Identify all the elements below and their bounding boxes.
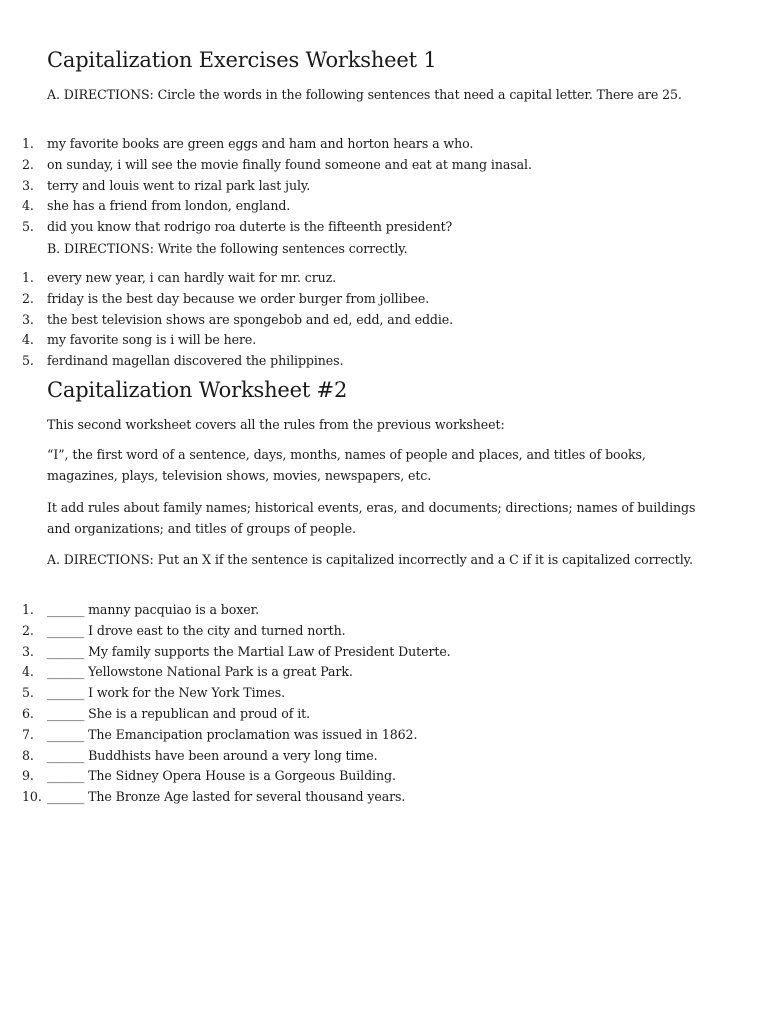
answer-blank: ______ — [47, 747, 85, 763]
worksheet-page: Capitalization Exercises Worksheet 1 A. DIRECTIONS: Circle the words in the following sentences that need a capital letter. There are 25. 1. my favorite books are green eggs and ham and horton hears a who. 2. on sunday, i will see the movie finally found someone and eat at mang inasal. 3. terry and louis went to rizal park last july. 4. she has a friend from london, england. 5. did you know that rodrigo roa duterte is the fifteenth president? B. DIRECTIONS: Write the following sentences correctly. 1. every new year, i can hardly wait for mr. cruz. 2. friday is the best day because we order burger from jollibee. 3. the best television shows are spongebob and ed, edd, and eddie. 4. my favorite song is i will be here. 5. ferdinand magellan discovered the philippines. Capitalization Worksheet #2 This second worksheet covers all the rules from the previous worksheet: “I”, the first word of a sentence, days, months, names of people and places, and titles of books, magazines, plays, television shows, movies, newspapers, etc. It add rules about family names; historical events, eras, and documents; directions; names of buildings and organizations; and titles of groups of people. A. DIRECTIONS: Put an X if the sentence is capitalized incorrectly and a C if it is capitalized correctly. 1. ______ manny pacquiao is a boxer. 2. ______ I drove east to the city and turned north. 3. ______ My family supports the Martial Law of President Duterte. 4. ______ Yellowstone National Park is a great Park. 5. ______ I work for the New York Times. 6. ______ She is a republican and proud of it. 7. ______ The Emancipation proclamation was issued in 1862. 8. ______ Buddhists have been around a very long time. 9. ______ The Sidney Opera House is a Gorgeous Building. 10. ______ The Bronze Age lasted for several thousand years. — [0, 0, 768, 1024]
list-item-text: did you know that rodrigo roa duterte is the fifteenth president? — [47, 219, 453, 235]
answer-blank: ______ — [47, 602, 85, 617]
worksheet2-title: Capitalization Worksheet #2 — [47, 378, 348, 402]
answer-blank: ______ — [47, 622, 85, 638]
list-item-text: she has a friend from london, england. — [47, 198, 291, 214]
worksheet1-title: Capitalization Exercises Worksheet 1 — [47, 48, 437, 72]
list-item-text: friday is the best day because we order burger from jollibee. — [47, 290, 430, 306]
answer-blank: ______ — [47, 789, 85, 805]
worksheet2-added-rules: It add rules about family names; historical events, eras, and documents; directions; names of buildings and organizations; and titles of groups of people. — [47, 500, 696, 536]
list-item-text: ferdinand magellan discovered the philippines. — [47, 353, 344, 369]
list-item-text: Yellowstone National Park is a great Park. — [88, 664, 353, 680]
list-item-text: My family supports the Martial Law of President Duterte. — [88, 643, 451, 659]
list-item-text: The Sidney Opera House is a Gorgeous Building. — [88, 768, 396, 784]
list-item-text: manny pacquiao is a boxer. — [88, 602, 260, 617]
list-item-text: I work for the New York Times. — [88, 685, 285, 701]
worksheet1-partA-directions: A. DIRECTIONS: Circle the words in the following sentences that need a capital letter. There are 25. — [47, 87, 682, 102]
answer-blank: ______ — [47, 664, 85, 680]
list-item-text: my favorite song is i will be here. — [47, 332, 257, 348]
worksheet1-partB-directions: B. DIRECTIONS: Write the following sentences correctly. — [47, 241, 408, 256]
list-item-text: She is a republican and proud of it. — [88, 705, 310, 721]
list-item-text: The Emancipation proclamation was issued in 1862. — [88, 726, 418, 742]
list-item-text: every new year, i can hardly wait for mr. cruz. — [47, 270, 337, 285]
answer-blank: ______ — [47, 643, 85, 659]
list-item-text: Buddhists have been around a very long time. — [88, 747, 378, 763]
answer-blank: ______ — [47, 726, 85, 742]
list-item-text: I drove east to the city and turned north. — [88, 622, 346, 638]
worksheet2-partA-directions: A. DIRECTIONS: Put an X if the sentence is capitalized incorrectly and a C if it is capitalized correctly. — [47, 552, 693, 567]
answer-blank: ______ — [47, 685, 85, 701]
answer-blank: ______ — [47, 768, 85, 784]
list-item-text: my favorite books are green eggs and ham and horton hears a who. — [47, 136, 474, 151]
answer-blank: ______ — [47, 705, 85, 721]
list-item-text: on sunday, i will see the movie finally found someone and eat at mang inasal. — [47, 156, 532, 172]
list-item-text: terry and louis went to rizal park last july. — [47, 177, 311, 193]
list-item-text: The Bronze Age lasted for several thousand years. — [88, 789, 406, 805]
worksheet2-rules: “I”, the first word of a sentence, days, months, names of people and places, and titles of books, magazines, plays, television shows, movies, newspapers, etc. — [47, 447, 646, 483]
list-item-text: the best television shows are spongebob and ed, edd, and eddie. — [47, 311, 454, 327]
worksheet2-intro: This second worksheet covers all the rules from the previous worksheet: — [47, 417, 505, 432]
